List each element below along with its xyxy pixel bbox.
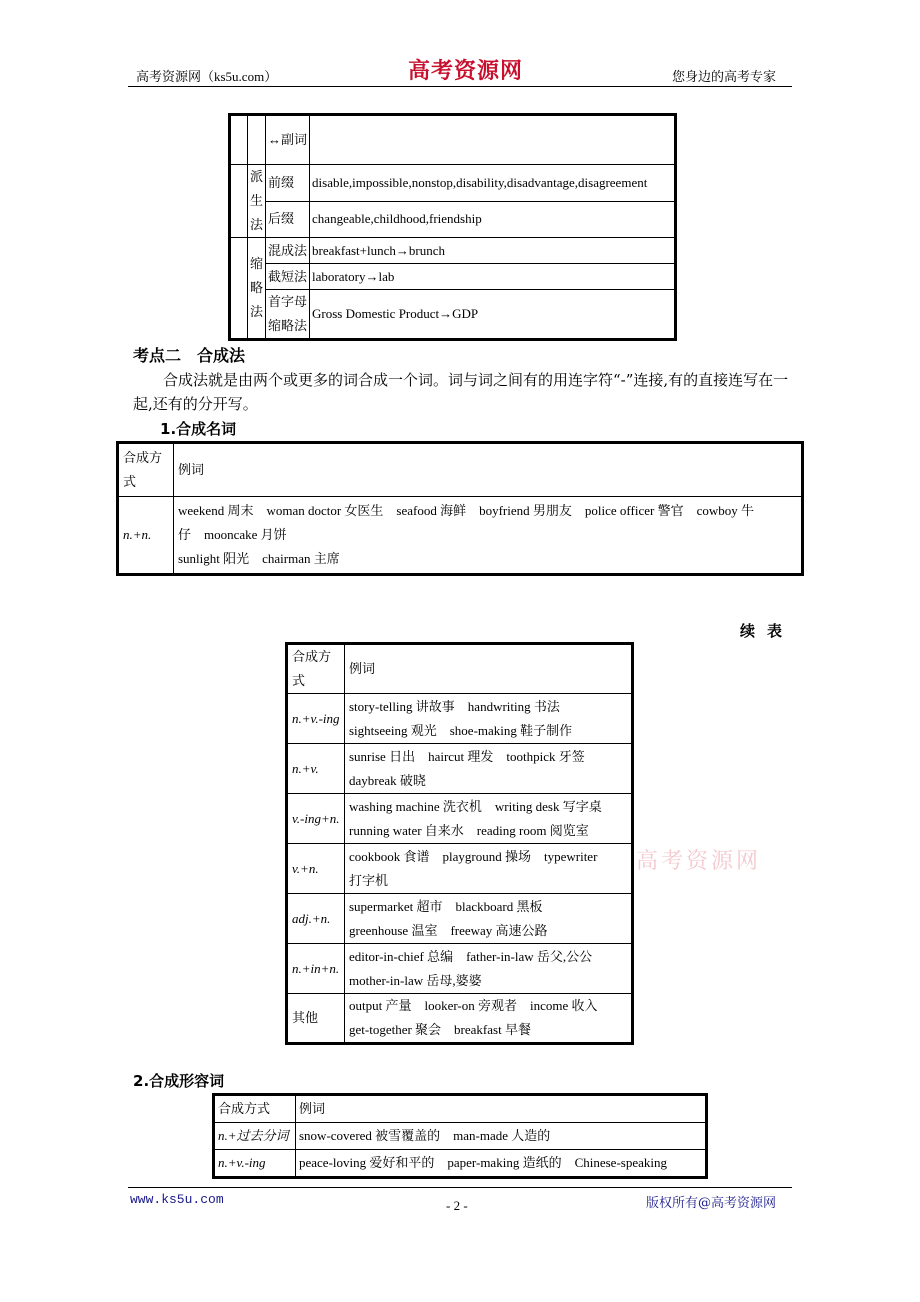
table-cell: washing machine 洗衣机 writing desk 写字桌 running water 自来水 reading room 阅览室 — [345, 794, 633, 844]
table-cell: breakfast+lunch→brunch — [310, 238, 676, 264]
table-row — [230, 115, 676, 165]
table-cell — [310, 115, 676, 165]
table-row — [118, 497, 803, 575]
compound-noun-table-continued — [285, 642, 634, 1045]
column-header: 例词 — [296, 1095, 707, 1123]
table-cell: laboratory→lab — [310, 264, 676, 290]
table-cell: n.+v.-ing — [287, 694, 345, 744]
table-row — [287, 744, 633, 794]
table-cell: n.+v. — [287, 744, 345, 794]
table-cell: adj.+n. — [287, 894, 345, 944]
table-cell: editor-in-chief 总编 father-in-law 岳父,公公 mother-in-law 岳母,婆婆 — [345, 944, 633, 994]
table-header-row — [214, 1095, 707, 1123]
footer-copyright: 版权所有@高考资源网 — [646, 1196, 777, 1211]
table-row — [230, 264, 676, 290]
table-cell: changeable,childhood,friendship — [310, 201, 676, 238]
table-cell: Gross Domestic Product→GDP — [310, 290, 676, 340]
column-header: 合成方 式 — [118, 443, 174, 497]
table-row — [230, 165, 676, 202]
word-formation-table — [228, 113, 677, 341]
table-cell: peace-loving 爱好和平的 paper-making 造纸的 Chinese-speaking — [296, 1150, 707, 1178]
table-row — [230, 201, 676, 238]
table-cell: 首字母 缩略法 — [266, 290, 310, 340]
table-cell: story-telling 讲故事 handwriting 书法 sightseeing 观光 shoe-making 鞋子制作 — [345, 694, 633, 744]
watermark-logo: 高考资源网 — [636, 849, 762, 874]
section-paragraph: 合成法就是由两个或更多的词合成一个词。词与词之间有的用连字符“-”连接,有的直接连写在一起,还有的分开写。 — [133, 371, 789, 413]
table-cell: supermarket 超市 blackboard 黑板 greenhouse 温室 freeway 高速公路 — [345, 894, 633, 944]
column-header: 合成方式 — [214, 1095, 296, 1123]
header-site-name: 高考资源网（ks5u.com） — [136, 69, 278, 84]
table-cell: 前缀 — [266, 165, 310, 202]
continued-label: 续表 — [740, 622, 795, 640]
table-row — [230, 238, 676, 264]
table-cell: 截短法 — [266, 264, 310, 290]
table-row — [230, 290, 676, 340]
compound-noun-table — [116, 441, 804, 576]
column-header: 例词 — [345, 644, 633, 694]
footer-website-link[interactable]: www.ks5u.com — [130, 1192, 224, 1207]
table-cell: cookbook 食谱 playground 操场 typewriter 打字机 — [345, 844, 633, 894]
table-cell: n.+v.-ing — [214, 1150, 296, 1178]
table-row — [214, 1150, 707, 1178]
table-cell: n.+过去分词 — [214, 1123, 296, 1150]
table-cell: 其他 — [287, 994, 345, 1044]
table-row — [287, 894, 633, 944]
header-divider — [128, 86, 792, 87]
table-cell: 混成法 — [266, 238, 310, 264]
table-row — [287, 844, 633, 894]
table-cell: output 产量 looker-on 旁观者 income 收入 get-together 聚会 breakfast 早餐 — [345, 994, 633, 1044]
column-header: 合成方 式 — [287, 644, 345, 694]
table-header-row — [118, 443, 803, 497]
derivation-label: 派生 法 — [248, 165, 266, 238]
footer-divider — [128, 1187, 792, 1188]
header-logo: 高考资源网 — [408, 58, 524, 84]
table-header-row — [287, 644, 633, 694]
table-cell: n.+in+n. — [287, 944, 345, 994]
table-cell: disable,impossible,nonstop,disability,disadvantage,disagreement — [310, 165, 676, 202]
header-slogan: 您身边的高考专家 — [672, 69, 777, 84]
table-cell: 后缀 — [266, 201, 310, 238]
table-cell: weekend 周末 woman doctor 女医生 seafood 海鲜 boyfriend 男朋友 police officer 警官 cowboy 牛 仔 mooncake 月饼 sunlight 阳光 chairman 主席 — [174, 497, 803, 575]
table-row — [287, 944, 633, 994]
table-row — [287, 694, 633, 744]
table-row — [287, 794, 633, 844]
table-cell: snow-covered 被雪覆盖的 man-made 人造的 — [296, 1123, 707, 1150]
subsection-compound-adjectives: 2.合成形容词 — [133, 1072, 225, 1090]
compound-adjective-table — [212, 1093, 708, 1179]
column-header: 例词 — [174, 443, 803, 497]
table-cell: n.+n. — [118, 497, 174, 575]
table-cell: ↔副词 — [266, 115, 310, 165]
table-row — [214, 1123, 707, 1150]
page-number: - 2 - — [446, 1198, 468, 1213]
subsection-compound-nouns: 1.合成名词 — [160, 420, 237, 438]
section-title: 考点二 合成法 — [133, 346, 246, 365]
table-cell: sunrise 日出 haircut 理发 toothpick 牙签 daybreak 破晓 — [345, 744, 633, 794]
abbreviation-label: 缩略 法 — [248, 238, 266, 340]
table-cell: v.-ing+n. — [287, 794, 345, 844]
table-cell: v.+n. — [287, 844, 345, 894]
table-row — [287, 994, 633, 1044]
